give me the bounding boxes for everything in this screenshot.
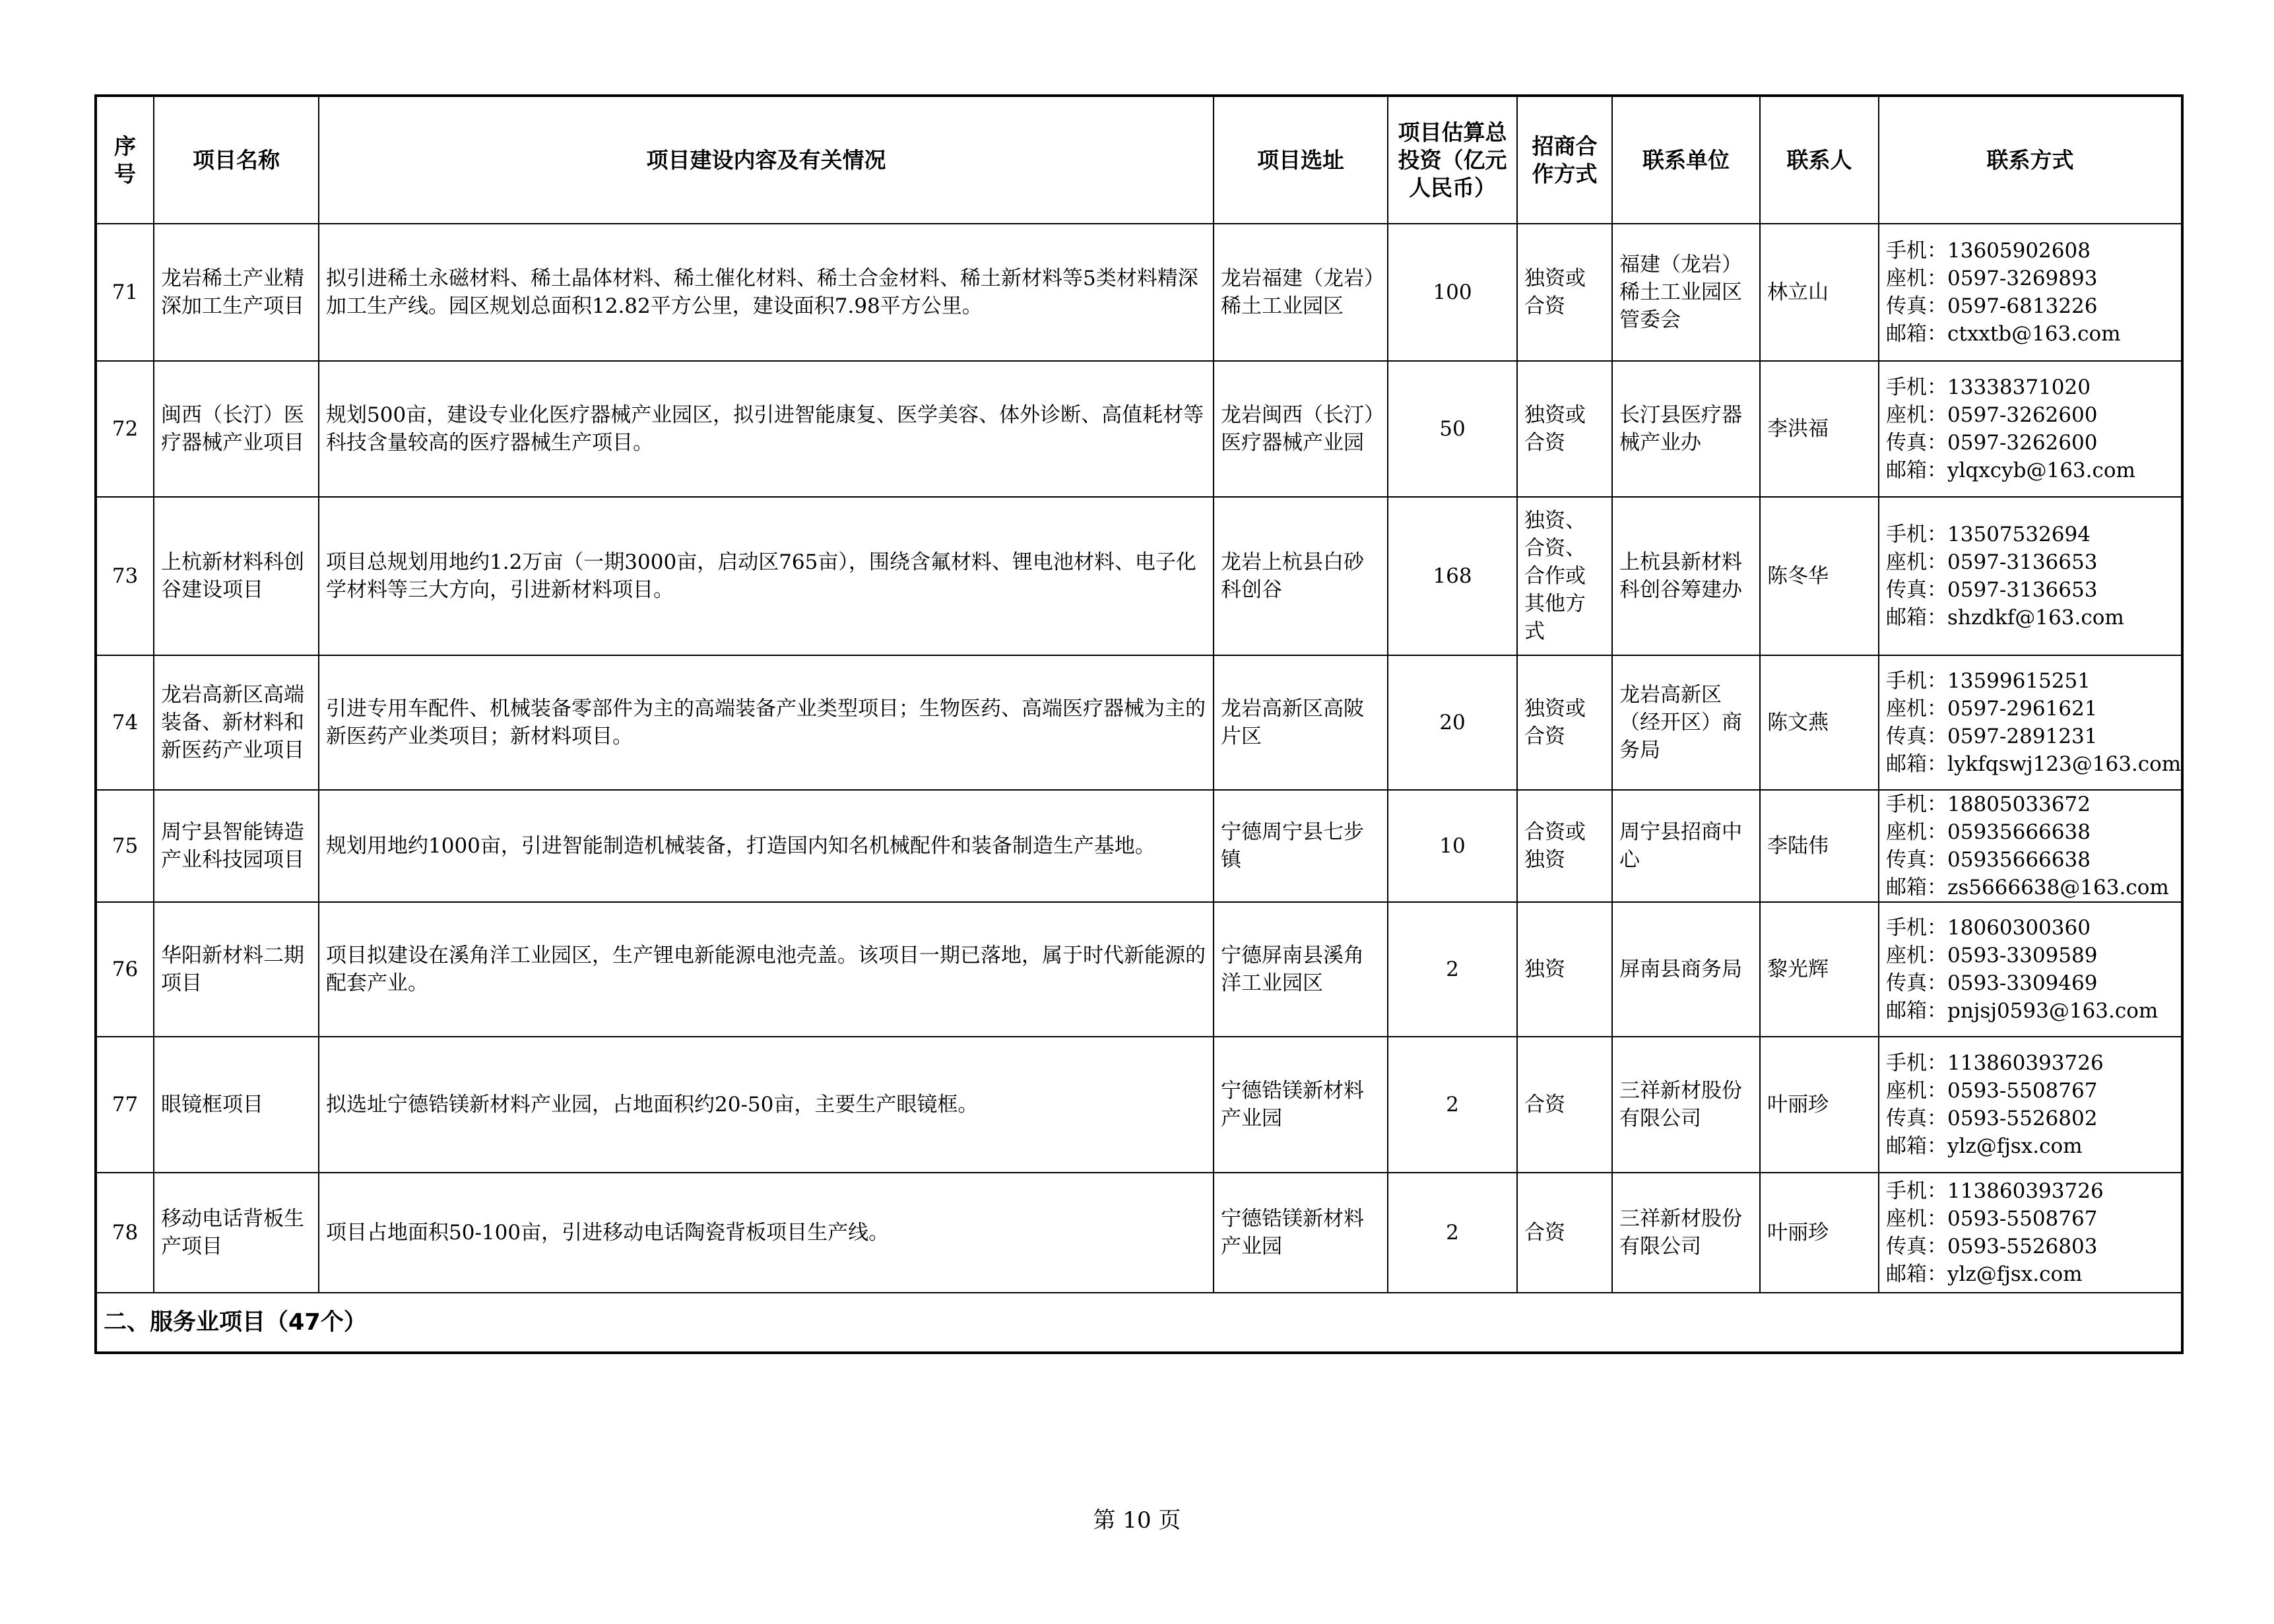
- cell-unit: 龙岩高新区（经开区）商务局: [1612, 655, 1760, 790]
- table-row: [96, 1173, 2182, 1293]
- cell-mode: 合资: [1517, 1037, 1612, 1173]
- contact-fax: 传真：0593-5526802: [1886, 1107, 2098, 1130]
- cell-investment: 168: [1388, 497, 1517, 655]
- header-mode: 招商合作方式: [1517, 96, 1612, 224]
- cell-name: 龙岩稀土产业精深加工生产项目: [154, 224, 319, 361]
- cell-no: 77: [96, 1037, 154, 1173]
- cell-contact: [1879, 1037, 2182, 1173]
- cell-person: 林立山: [1760, 224, 1879, 361]
- cell-no: 74: [96, 655, 154, 790]
- project-table: [94, 94, 2184, 1354]
- cell-person: 叶丽珍: [1760, 1037, 1879, 1173]
- cell-no: 76: [96, 902, 154, 1037]
- contact-email: 邮箱：shzdkf@163.com: [1886, 606, 2124, 630]
- cell-content: 项目拟建设在溪角洋工业园区，生产锂电新能源电池壳盖。该项目一期已落地，属于时代新能源的配套产业。: [319, 902, 1214, 1037]
- cell-contact: [1879, 902, 2182, 1037]
- cell-no: 72: [96, 361, 154, 497]
- table-row: [96, 790, 2182, 902]
- contact-landline: 座机：05935666638: [1886, 820, 2091, 844]
- contact-email: 邮箱：ylqxcyb@163.com: [1886, 459, 2135, 482]
- contact-fax: 传真：0593-3309469: [1886, 971, 2098, 995]
- contact-landline: 座机：0593-5508767: [1886, 1079, 2098, 1103]
- cell-site: 龙岩高新区高陂片区: [1214, 655, 1388, 790]
- contact-email: 邮箱：lykfqswj123@163.com: [1886, 752, 2182, 776]
- cell-investment: 10: [1388, 790, 1517, 902]
- cell-unit: 屏南县商务局: [1612, 902, 1760, 1037]
- contact-email: 邮箱：ctxxtb@163.com: [1886, 322, 2121, 346]
- contact-email: 邮箱：pnjsj0593@163.com: [1886, 999, 2159, 1023]
- cell-site: 宁德屏南县溪角洋工业园区: [1214, 902, 1388, 1037]
- cell-name: 闽西（长汀）医疗器械产业项目: [154, 361, 319, 497]
- cell-site: 宁德锆镁新材料产业园: [1214, 1037, 1388, 1173]
- contact-email: 邮箱：zs5666638@163.com: [1886, 876, 2169, 899]
- cell-investment: 100: [1388, 224, 1517, 361]
- contact-mobile: 手机：18060300360: [1886, 916, 2091, 940]
- cell-name: 周宁县智能铸造产业科技园项目: [154, 790, 319, 902]
- cell-contact: [1879, 1173, 2182, 1293]
- cell-name: 移动电话背板生产项目: [154, 1173, 319, 1293]
- contact-landline: 座机：0597-3269893: [1886, 267, 2098, 290]
- section-title: 二、服务业项目（47个）: [96, 1293, 2182, 1353]
- contact-mobile: 手机：13605902608: [1886, 239, 2091, 263]
- contact-landline: 座机：0597-3136653: [1886, 550, 2098, 574]
- cell-investment: 2: [1388, 1037, 1517, 1173]
- header-site: 项目选址: [1214, 96, 1388, 224]
- contact-mobile: 手机：13599615251: [1886, 669, 2091, 693]
- cell-person: 陈文燕: [1760, 655, 1879, 790]
- cell-person: 黎光辉: [1760, 902, 1879, 1037]
- cell-no: 78: [96, 1173, 154, 1293]
- header-person: 联系人: [1760, 96, 1879, 224]
- contact-landline: 座机：0597-3262600: [1886, 403, 2098, 427]
- cell-site: 宁德锆镁新材料产业园: [1214, 1173, 1388, 1293]
- contact-mobile: 手机：13507532694: [1886, 523, 2091, 546]
- cell-mode: 独资或合资: [1517, 361, 1612, 497]
- contact-email: 邮箱：ylz@fjsx.com: [1886, 1262, 2083, 1286]
- contact-fax: 传真：0597-3136653: [1886, 578, 2098, 602]
- contact-landline: 座机：0597-2961621: [1886, 697, 2098, 721]
- cell-content: 项目占地面积50-100亩，引进移动电话陶瓷背板项目生产线。: [319, 1173, 1214, 1293]
- contact-landline: 座机：0593-5508767: [1886, 1207, 2098, 1231]
- table-row: [96, 497, 2182, 655]
- header-name: 项目名称: [154, 96, 319, 224]
- cell-no: 75: [96, 790, 154, 902]
- project-table-sheet: [94, 94, 2181, 1354]
- cell-content: 拟选址宁德锆镁新材料产业园，占地面积约20-50亩，主要生产眼镜框。: [319, 1037, 1214, 1173]
- cell-name: 华阳新材料二期项目: [154, 902, 319, 1037]
- header-investment: 项目估算总投资（亿元人民币）: [1388, 96, 1517, 224]
- cell-content: 引进专用车配件、机械装备零部件为主的高端装备产业类型项目；生物医药、高端医疗器械为主的新医药产业类项目；新材料项目。: [319, 655, 1214, 790]
- cell-unit: 三祥新材股份有限公司: [1612, 1173, 1760, 1293]
- header-no: 序号: [96, 96, 154, 224]
- cell-unit: 上杭县新材料科创谷筹建办: [1612, 497, 1760, 655]
- cell-content: 拟引进稀土永磁材料、稀土晶体材料、稀土催化材料、稀土合金材料、稀土新材料等5类材料精深加工生产线。园区规划总面积12.82平方公里，建设面积7.98平方公里。: [319, 224, 1214, 361]
- cell-investment: 2: [1388, 1173, 1517, 1293]
- cell-site: 宁德周宁县七步镇: [1214, 790, 1388, 902]
- contact-mobile: 手机：18805033672: [1886, 793, 2091, 816]
- table-row: [96, 224, 2182, 361]
- section-row: [96, 1293, 2182, 1353]
- cell-contact: [1879, 655, 2182, 790]
- cell-investment: 20: [1388, 655, 1517, 790]
- contact-mobile: 手机：113860393726: [1886, 1179, 2104, 1203]
- cell-mode: 独资或合资: [1517, 224, 1612, 361]
- cell-contact: [1879, 790, 2182, 902]
- cell-unit: 福建（龙岩）稀土工业园区管委会: [1612, 224, 1760, 361]
- cell-mode: 独资、合资、合作或其他方式: [1517, 497, 1612, 655]
- cell-mode: 合资或独资: [1517, 790, 1612, 902]
- cell-contact: [1879, 361, 2182, 497]
- contact-fax: 传真：05935666638: [1886, 848, 2091, 872]
- cell-investment: 2: [1388, 902, 1517, 1037]
- header-content: 项目建设内容及有关情况: [319, 96, 1214, 224]
- table-row: [96, 902, 2182, 1037]
- contact-email: 邮箱：ylz@fjsx.com: [1886, 1134, 2083, 1158]
- table-header-row: [96, 96, 2182, 224]
- cell-person: 李洪福: [1760, 361, 1879, 497]
- cell-site: 龙岩闽西（长汀）医疗器械产业园: [1214, 361, 1388, 497]
- cell-unit: 长汀县医疗器械产业办: [1612, 361, 1760, 497]
- cell-mode: 独资或合资: [1517, 655, 1612, 790]
- cell-mode: 独资: [1517, 902, 1612, 1037]
- page-number: 第 10 页: [1093, 1507, 1181, 1534]
- cell-person: 叶丽珍: [1760, 1173, 1879, 1293]
- header-contact: 联系方式: [1879, 96, 2182, 224]
- cell-no: 73: [96, 497, 154, 655]
- cell-no: 71: [96, 224, 154, 361]
- contact-fax: 传真：0597-6813226: [1886, 294, 2098, 318]
- cell-contact: [1879, 224, 2182, 361]
- cell-name: 上杭新材料科创谷建设项目: [154, 497, 319, 655]
- contact-fax: 传真：0593-5526803: [1886, 1235, 2098, 1258]
- cell-name: 龙岩高新区高端装备、新材料和新医药产业项目: [154, 655, 319, 790]
- cell-name: 眼镜框项目: [154, 1037, 319, 1173]
- contact-landline: 座机：0593-3309589: [1886, 944, 2098, 967]
- cell-content: 项目总规划用地约1.2万亩（一期3000亩，启动区765亩），围绕含氟材料、锂电池材料、电子化学材料等三大方向，引进新材料项目。: [319, 497, 1214, 655]
- table-row: [96, 361, 2182, 497]
- cell-content: 规划500亩，建设专业化医疗器械产业园区，拟引进智能康复、医学美容、体外诊断、高值耗材等科技含量较高的医疗器械生产项目。: [319, 361, 1214, 497]
- cell-unit: 三祥新材股份有限公司: [1612, 1037, 1760, 1173]
- cell-person: 陈冬华: [1760, 497, 1879, 655]
- cell-contact: [1879, 497, 2182, 655]
- contact-mobile: 手机：13338371020: [1886, 375, 2091, 399]
- table-row: [96, 1037, 2182, 1173]
- cell-content: 规划用地约1000亩，引进智能制造机械装备，打造国内知名机械配件和装备制造生产基地。: [319, 790, 1214, 902]
- cell-site: 龙岩上杭县白砂科创谷: [1214, 497, 1388, 655]
- cell-site: 龙岩福建（龙岩）稀土工业园区: [1214, 224, 1388, 361]
- cell-mode: 合资: [1517, 1173, 1612, 1293]
- cell-person: 李陆伟: [1760, 790, 1879, 902]
- contact-fax: 传真：0597-2891231: [1886, 725, 2098, 748]
- cell-unit: 周宁县招商中心: [1612, 790, 1760, 902]
- contact-mobile: 手机：113860393726: [1886, 1051, 2104, 1075]
- table-row: [96, 655, 2182, 790]
- cell-investment: 50: [1388, 361, 1517, 497]
- header-unit: 联系单位: [1612, 96, 1760, 224]
- contact-fax: 传真：0597-3262600: [1886, 431, 2098, 455]
